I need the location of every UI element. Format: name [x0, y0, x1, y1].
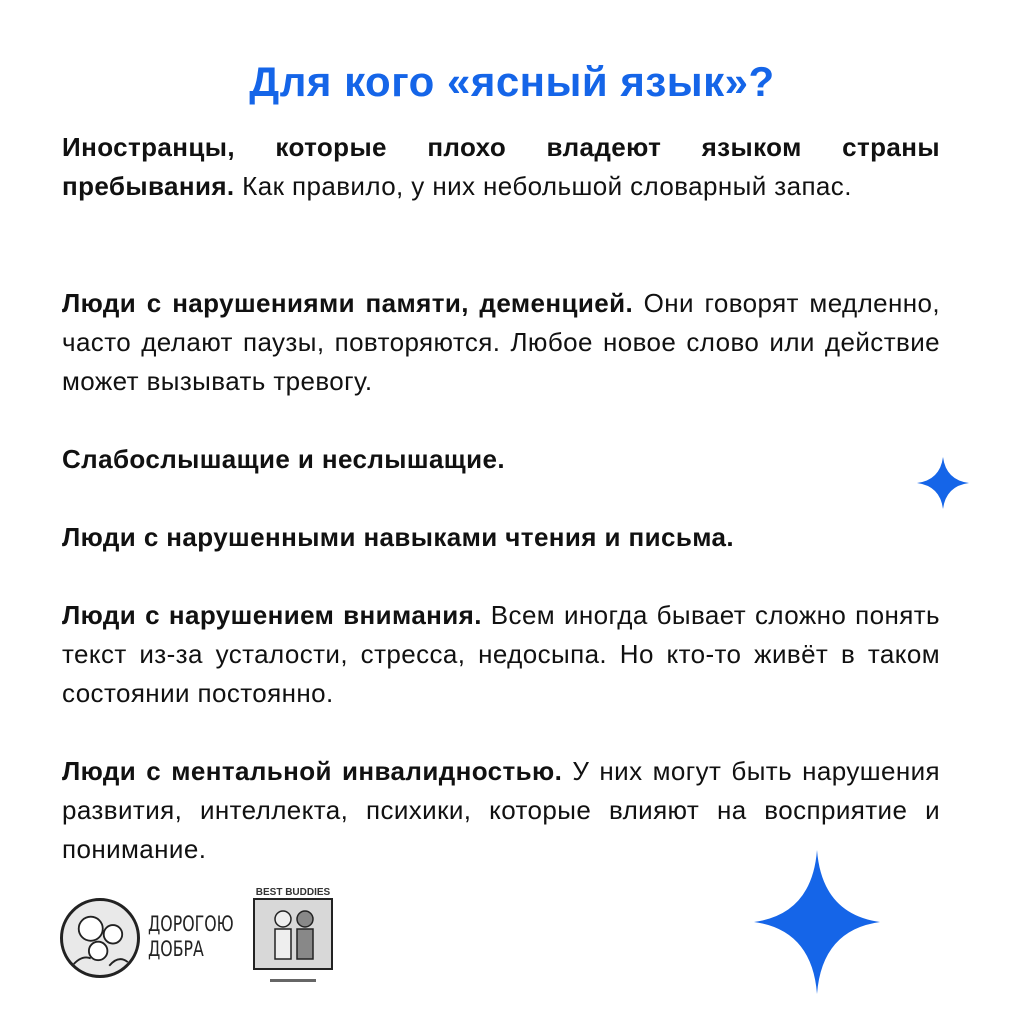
paragraph-heading: Люди с нарушениями памяти, деменцией.	[62, 288, 634, 318]
paragraph-text: У них могут быть нарушения развития, интеллекта, психики, которые влияют на восприятие и понимание.	[62, 756, 941, 864]
paragraph-text: Они говорят медленно, часто делают паузы, повторяются. Любое новое слово или действие может вызывать тревогу.	[62, 288, 940, 396]
paragraph-hearing	[62, 440, 940, 479]
paragraph-text: Как правило, у них небольшой словарный запас.	[234, 171, 852, 201]
logo-line-1: ДОРОГОЮ	[148, 912, 234, 936]
paragraph-heading: Люди с нарушением внимания.	[62, 600, 482, 630]
paragraph-reading	[62, 518, 940, 557]
family-logo-icon	[60, 898, 140, 978]
sparkle-large-icon	[752, 848, 882, 996]
paragraph-heading: Люди с нарушенными навыками чтения и письма.	[62, 522, 734, 552]
dorogoyu-dobra-text	[148, 912, 234, 962]
paragraph-heading: Иностранцы, которые плохо владеют языком страны пребывания.	[62, 132, 940, 201]
logo-line-2: ДОБРА	[148, 937, 204, 961]
sparkle-small-icon	[915, 455, 971, 511]
paragraph-dementia	[62, 284, 940, 401]
paragraph-attention	[62, 596, 940, 713]
page-title: Для кого «ясный язык»?	[249, 58, 775, 105]
paragraph-foreigners	[62, 128, 940, 206]
best-buddies-logo	[250, 885, 336, 985]
svg-text:BEST BUDDIES: BEST BUDDIES	[255, 887, 331, 898]
paragraph-heading: Слабослышащие и неслышащие.	[62, 444, 506, 474]
paragraph-text: Всем иногда бывает сложно понять текст из-за усталости, стресса, недосыпа. Но кто-то живёт в таком состоянии постоянно.	[62, 600, 940, 708]
paragraph-heading: Люди с ментальной инвалидностью.	[62, 756, 563, 786]
